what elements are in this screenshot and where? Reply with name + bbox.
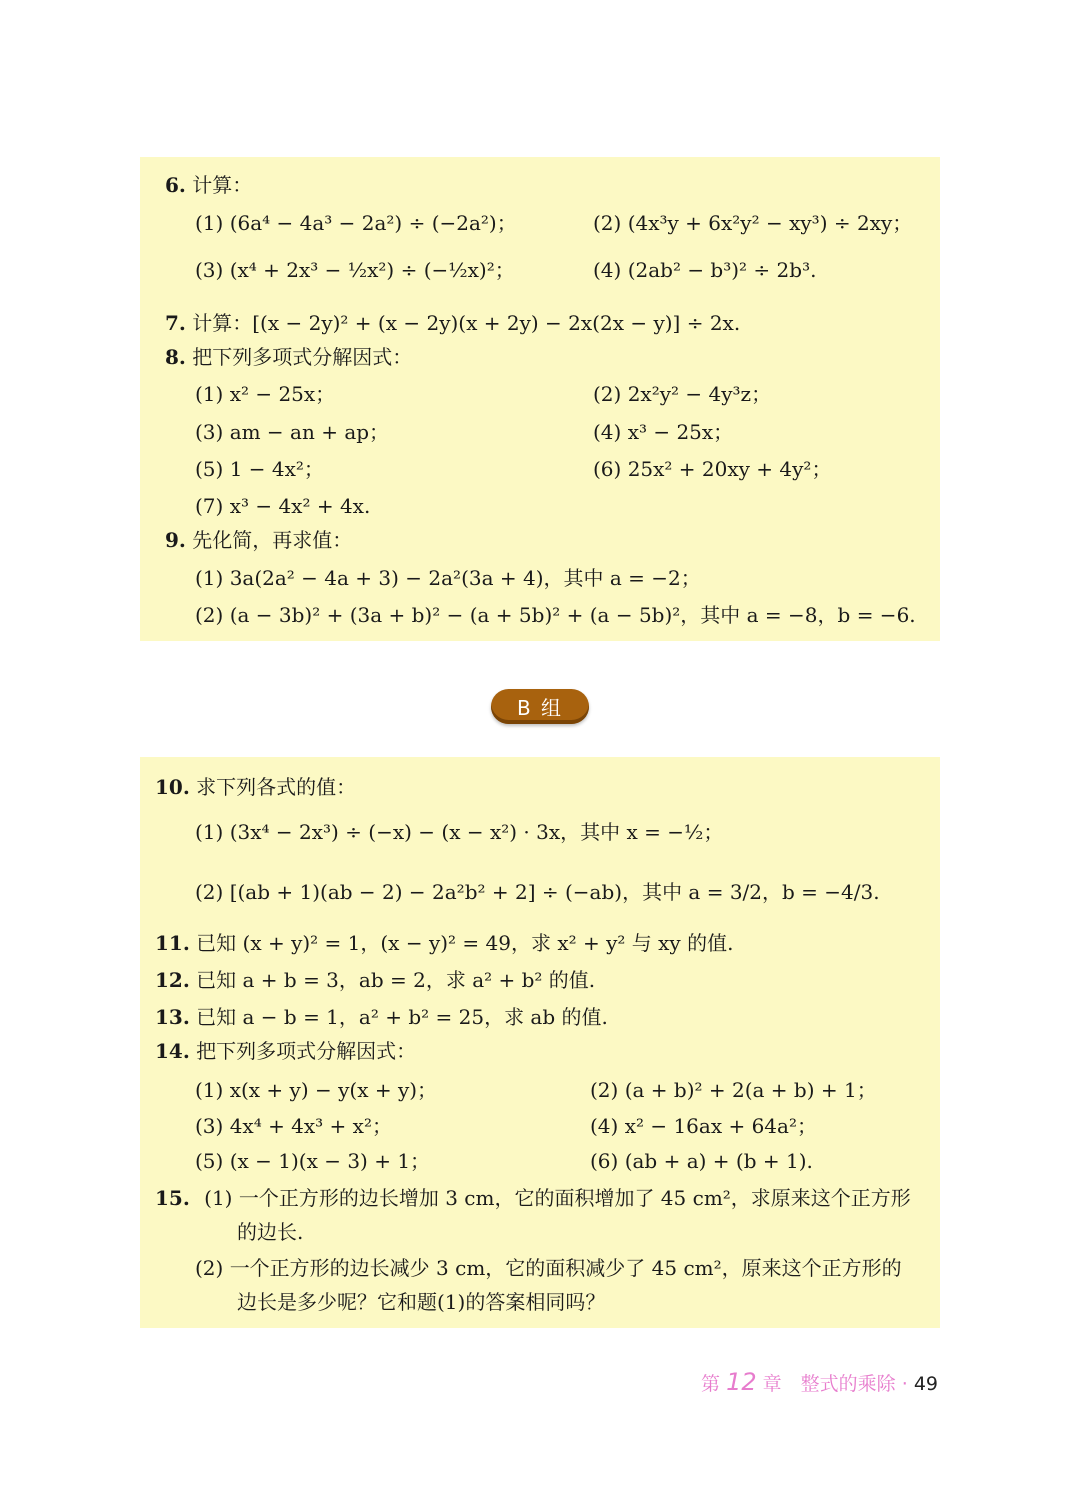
problem-number: 12. xyxy=(155,968,190,992)
problem-8-item-2: (2) 2x²y² − 4y³z； xyxy=(593,382,772,406)
group-b-badge: B 组 xyxy=(491,689,589,724)
problem-9-item-1: (1) 3a(2a² − 4a + 3) − 2a²(3a + 4)，其中 a = −2； xyxy=(195,566,701,590)
problem-6-item-2: (2) (4x³y + 6x²y² − xy³) ÷ 2xy； xyxy=(593,211,913,235)
problem-text: 已知 (x + y)² = 1，(x − y)² = 49，求 x² + y² 与 xy 的值. xyxy=(196,931,734,955)
problem-8-item-3: (3) am − an + ap； xyxy=(195,420,390,444)
problem-14-item-1: (1) x(x + y) − y(x + y)； xyxy=(195,1078,438,1102)
problem-text: 已知 a − b = 1，a² + b² = 25，求 ab 的值. xyxy=(196,1005,608,1029)
problem-15-line-4: 边长是多少呢？它和题(1)的答案相同吗？ xyxy=(237,1290,606,1314)
problem-6-item-3: (3) (x⁴ + 2x³ − ½x²) ÷ (−½x)²； xyxy=(195,258,515,282)
problem-8-item-6: (6) 25x² + 20xy + 4y²； xyxy=(593,457,832,481)
problem-10-item-1: (1) (3x⁴ − 2x³) ÷ (−x) − (x − x²) · 3x，其中 x = −½； xyxy=(195,820,724,844)
problem-10-item-2: (2) [(ab + 1)(ab − 2) − 2a²b² + 2] ÷ (−ab)，其中 a = 3/2，b = −4/3. xyxy=(195,880,880,904)
problem-11 xyxy=(155,930,733,956)
exercise-group-b xyxy=(140,757,940,1328)
problem-text: 先化简，再求值： xyxy=(192,528,353,552)
problem-8-item-5: (5) 1 − 4x²； xyxy=(195,457,324,481)
problem-14-item-6: (6) (ab + a) + (b + 1). xyxy=(590,1149,813,1173)
problem-12 xyxy=(155,967,595,993)
chapter-prefix: 第 xyxy=(701,1373,721,1395)
problem-14-item-4: (4) x² − 16ax + 64a²； xyxy=(590,1114,817,1138)
problem-9 xyxy=(165,527,352,553)
problem-13 xyxy=(155,1004,608,1030)
problem-15-line-1: (1) 一个正方形的边长增加 3 cm，它的面积增加了 45 cm²，求原来这个正方形 xyxy=(204,1186,911,1210)
problem-6 xyxy=(165,172,252,198)
problem-number: 8. xyxy=(165,345,186,369)
chapter-number: 12 xyxy=(726,1368,757,1396)
problem-text: 计算： xyxy=(192,173,253,197)
problem-8-item-4: (4) x³ − 25x； xyxy=(593,420,734,444)
problem-number: 11. xyxy=(155,931,190,955)
problem-14 xyxy=(155,1038,416,1064)
problem-number: 10. xyxy=(155,775,190,799)
problem-8-item-7: (7) x³ − 4x² + 4x. xyxy=(195,494,371,518)
problem-8 xyxy=(165,344,412,370)
problem-14-item-2: (2) (a + b)² + 2(a + b) + 1； xyxy=(590,1078,877,1102)
problem-number: 14. xyxy=(155,1039,190,1063)
page-number: 49 xyxy=(913,1373,938,1395)
problem-text: 计算：[(x − 2y)² + (x − 2y)(x + 2y) − 2x(2x − y)] ÷ 2x. xyxy=(192,311,741,335)
problem-number: 13. xyxy=(155,1005,190,1029)
problem-number: 15. xyxy=(155,1186,190,1210)
problem-text: 求下列各式的值： xyxy=(196,775,357,799)
problem-15-line-2: 的边长. xyxy=(237,1220,304,1244)
exercise-group-a xyxy=(140,157,940,641)
page-footer xyxy=(701,1368,938,1396)
problem-number: 7. xyxy=(165,311,186,335)
problem-10 xyxy=(155,774,356,800)
problem-text: 把下列多项式分解因式： xyxy=(196,1039,417,1063)
problem-14-item-3: (3) 4x⁴ + 4x³ + x²； xyxy=(195,1114,392,1138)
problem-text: 把下列多项式分解因式： xyxy=(192,345,413,369)
problem-6-item-4: (4) (2ab² − b³)² ÷ 2b³. xyxy=(593,258,817,282)
problem-7 xyxy=(165,310,740,336)
problem-14-item-5: (5) (x − 1)(x − 3) + 1； xyxy=(195,1149,431,1173)
problem-8-item-1: (1) x² − 25x； xyxy=(195,382,336,406)
problem-9-item-2: (2) (a − 3b)² + (3a + b)² − (a + 5b)² + (a − 5b)²，其中 a = −8，b = −6. xyxy=(195,603,916,627)
problem-number: 6. xyxy=(165,173,186,197)
problem-15-line-3: (2) 一个正方形的边长减少 3 cm，它的面积减少了 45 cm²，原来这个正方形的 xyxy=(195,1256,902,1280)
problem-15 xyxy=(155,1185,911,1211)
problem-text: 已知 a + b = 3，ab = 2，求 a² + b² 的值. xyxy=(196,968,596,992)
chapter-title: 章 整式的乘除 · xyxy=(762,1373,908,1395)
problem-number: 9. xyxy=(165,528,186,552)
problem-6-item-1: (1) (6a⁴ − 4a³ − 2a²) ÷ (−2a²)； xyxy=(195,211,517,235)
